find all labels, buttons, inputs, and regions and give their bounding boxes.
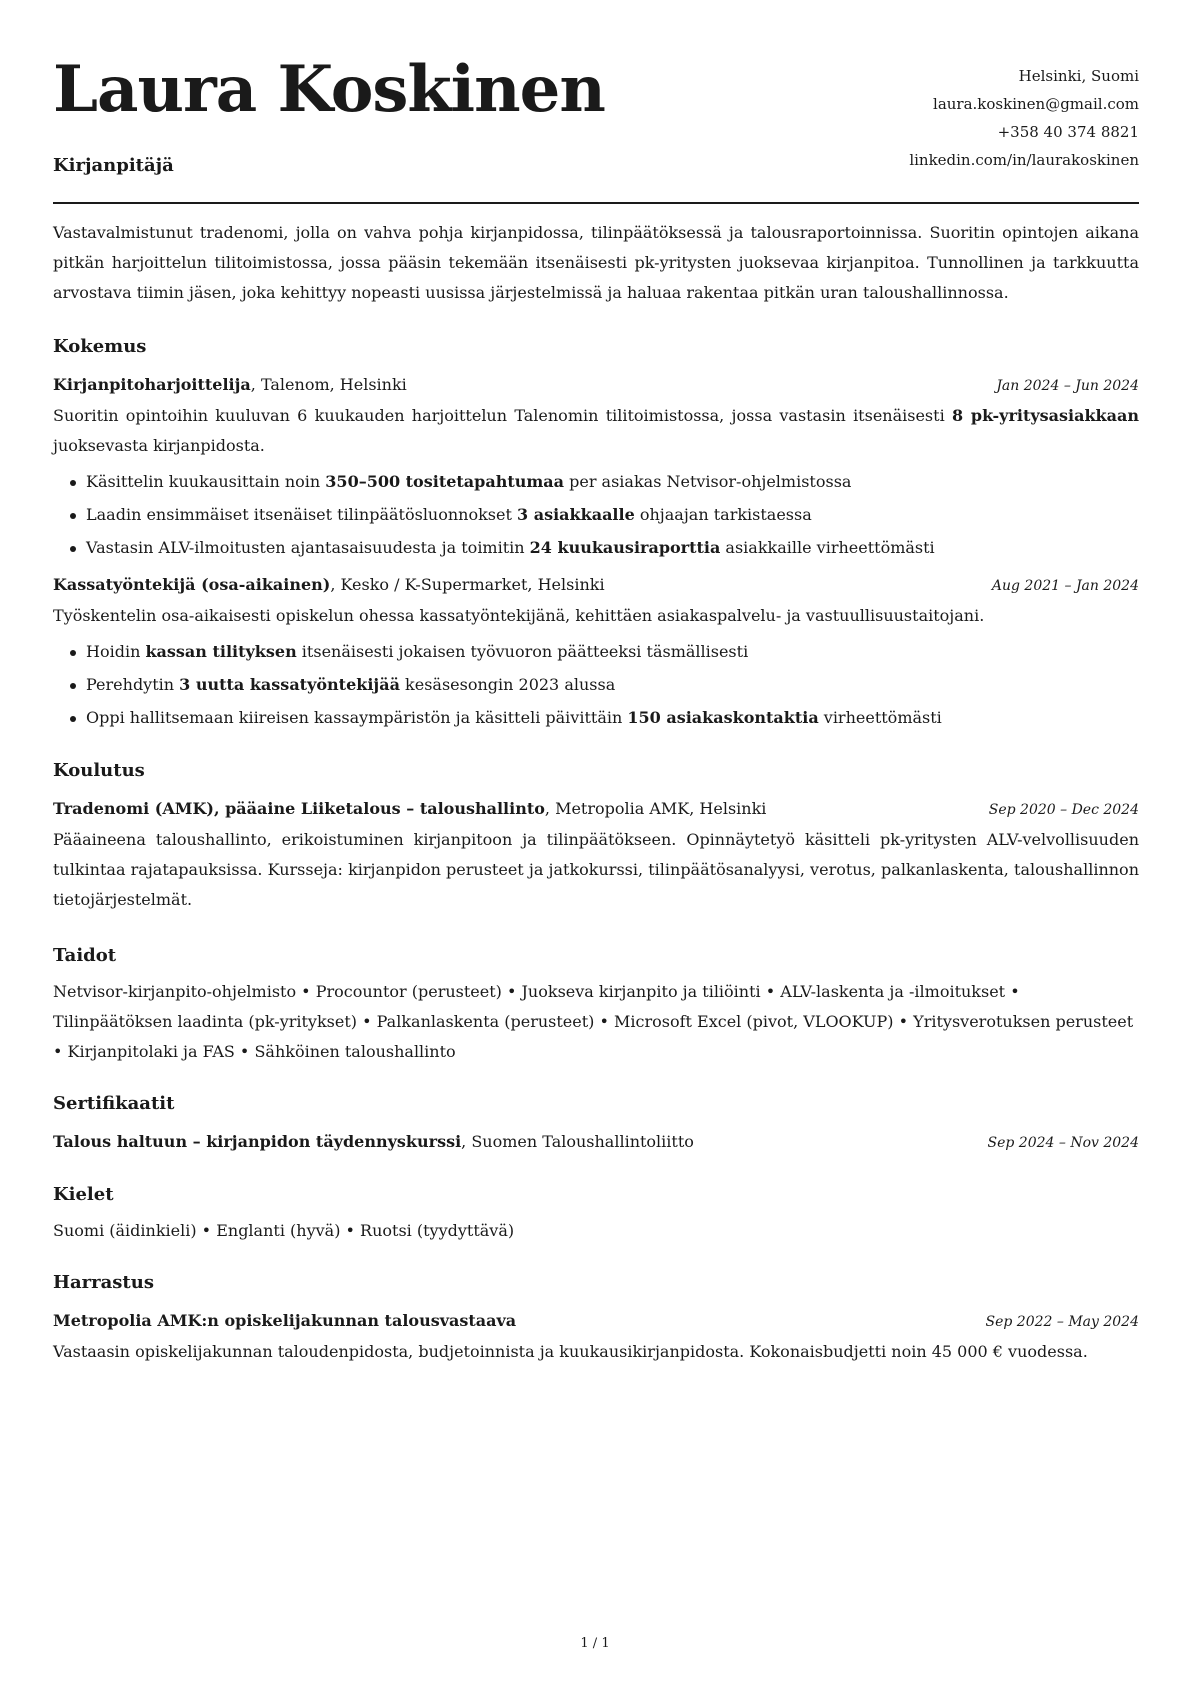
job-bullets	[53, 635, 1139, 734]
job-desc-text: Suoritin opintoihin kuuluvan 6 kuukauden harjoittelun Talenomin tilitoimistossa, jossa vastasin itsenäisesti	[53, 406, 952, 425]
job-org: , Kesko / K-Supermarket, Helsinki	[330, 575, 605, 594]
bullet-text: per asiakas Netvisor-ohjelmistossa	[564, 472, 852, 491]
skills-text: Netvisor-kirjanpito-ohjelmisto • Procountor (perusteet) • Juokseva kirjanpito ja tiliöinti • ALV-laskenta ja -ilmoitukset • Tilinpäätöksen laadinta (pk-yritykset) • Palkanlaskenta (perusteet) • Microsoft Excel (pivot, VLOOKUP) • Yritysverotuksen perusteet • Kirjanpitolaki ja FAS • Sähköinen taloushallinto	[53, 982, 1134, 1061]
bullet-highlight: 150 asiakaskontaktia	[627, 708, 819, 727]
header-divider	[53, 202, 1139, 204]
certificates-section	[53, 1089, 1139, 1158]
entry-header	[53, 370, 1139, 401]
certificate-title: Talous haltuun – kirjanpidon täydennyskurssi	[53, 1132, 462, 1151]
job-date: Jan 2024 – Jun 2024	[996, 378, 1139, 394]
certificate-date: Sep 2024 – Nov 2024	[987, 1135, 1139, 1151]
hobby-description: Vastaasin opiskelijakunnan taloudenpidosta, budjetoinnista ja kuukausikirjanpidosta. Kokonaisbudjetti noin 45 000 € vuodessa.	[53, 1342, 1088, 1361]
hobby-date: Sep 2022 – May 2024	[985, 1314, 1139, 1330]
entry-title-line	[53, 570, 605, 600]
candidate-name: Laura Koskinen	[53, 52, 605, 127]
section-heading-skills: Taidot	[53, 945, 117, 966]
section-heading-languages: Kielet	[53, 1184, 114, 1205]
bullet-text: Laadin ensimmäiset itsenäiset tilinpäätösluonnokset	[86, 505, 517, 524]
job-description: Työskentelin osa-aikaisesti opiskelun ohessa kassatyöntekijänä, kehittäen asiakaspalvelu- ja vastuullisuustaitojani.	[53, 606, 985, 625]
contact-phone: +358 40 374 8821	[997, 123, 1139, 141]
entry-header	[53, 1306, 1139, 1337]
contact-linkedin[interactable]: linkedin.com/in/laurakoskinen	[909, 151, 1139, 169]
education-section	[53, 756, 1139, 915]
contact-location: Helsinki, Suomi	[1018, 67, 1139, 85]
bullet-highlight: 350–500 tositetapahtumaa	[325, 472, 565, 491]
bullet-text: kesäsesongin 2023 alussa	[399, 675, 616, 694]
certificate-entry	[53, 1127, 1139, 1158]
candidate-role: Kirjanpitäjä	[53, 155, 174, 176]
resume-content	[53, 218, 1139, 1367]
bullet-highlight: 3 uutta kassatyöntekijää	[179, 675, 400, 694]
page-number: 1 / 1	[580, 1636, 610, 1651]
languages-section	[53, 1180, 1139, 1246]
job-title: Kirjanpitoharjoittelija	[53, 375, 251, 394]
bullet-text: asiakkaille virheettömästi	[720, 538, 935, 557]
experience-entry	[53, 570, 1139, 734]
entry-title-line	[53, 370, 407, 400]
hobby-title: Metropolia AMK:n opiskelijakunnan talousvastaava	[53, 1311, 517, 1330]
experience-entry	[53, 370, 1139, 564]
education-description: Pääaineena taloushallinto, erikoistuminen kirjanpitoon ja tilinpäätökseen. Opinnäytetyö käsitteli pk-yritysten ALV-velvollisuuden tulkintaa rajatapauksissa. Kursseja: kirjanpidon perusteet ja jatkokurssi, tilinpäätösanalyysi, verotus, palkanlaskenta, taloushallinnon tietojärjestelmät.	[53, 830, 1139, 909]
bullet-text: Perehdytin	[86, 675, 180, 694]
section-heading-education: Koulutus	[53, 760, 145, 781]
bullet-text: Vastasin ALV-ilmoitusten ajantasaisuudesta ja toimitin	[86, 538, 530, 557]
section-heading-certificates: Sertifikaatit	[53, 1093, 175, 1114]
bullet-item	[86, 531, 1139, 564]
bullet-item	[86, 668, 1139, 701]
education-entry	[53, 794, 1139, 915]
bullet-highlight: 24 kuukausiraporttia	[529, 538, 721, 557]
hobby-entry	[53, 1306, 1139, 1367]
school-org: , Metropolia AMK, Helsinki	[544, 799, 767, 818]
bullet-text: Hoidin	[86, 642, 146, 661]
job-title: Kassatyöntekijä (osa-aikainen)	[53, 575, 331, 594]
bullet-text: Oppi hallitsemaan kiireisen kassaympäristön ja käsitteli päivittäin	[86, 708, 628, 727]
entry-header	[53, 570, 1139, 601]
section-heading-experience: Kokemus	[53, 336, 147, 357]
job-org: , Talenom, Helsinki	[250, 375, 407, 394]
bullet-highlight: kassan tilityksen	[145, 642, 297, 661]
bullet-item	[86, 701, 1139, 734]
contact-block	[909, 62, 1139, 174]
bullet-text: ohjaajan tarkistaessa	[634, 505, 812, 524]
summary-text: Vastavalmistunut tradenomi, jolla on vahva pohja kirjanpidossa, tilinpäätöksessä ja talousraportoinnissa. Suoritin opintojen aikana pitkän harjoittelun tilitoimistossa, jossa pääsin tekemään itsenäisesti pk-yritysten juoksevaa kirjanpitoa. Tunnollinen ja tarkkuutta arvostava tiimin jäsen, joka kehittyy nopeasti uusissa järjestelmissä ja haluaa rakentaa pitkän uran taloushallinnossa.	[53, 223, 1139, 302]
job-description	[53, 401, 1139, 461]
education-date: Sep 2020 – Dec 2024	[988, 802, 1139, 818]
job-bullets	[53, 465, 1139, 564]
bullet-item	[86, 498, 1139, 531]
contact-email[interactable]: laura.koskinen@gmail.com	[933, 95, 1139, 113]
entry-title-line	[53, 1127, 694, 1157]
bullet-text: itsenäisesti jokaisen työvuoron päätteeksi täsmällisesti	[296, 642, 749, 661]
bullet-item	[86, 465, 1139, 498]
degree-title: Tradenomi (AMK), pääaine Liiketalous – taloushallinto	[53, 799, 545, 818]
entry-header	[53, 1127, 1139, 1158]
certificate-org: , Suomen Taloushallintoliitto	[461, 1132, 694, 1151]
bullet-item	[86, 635, 1139, 668]
bullet-text: Käsittelin kuukausittain noin	[86, 472, 326, 491]
job-desc-text: juoksevasta kirjanpidosta.	[53, 436, 265, 455]
job-desc-highlight: 8 pk-yritysasiakkaan	[951, 406, 1140, 425]
experience-section	[53, 332, 1139, 734]
skills-section	[53, 941, 1139, 1067]
entry-title-line	[53, 794, 766, 824]
hobby-section	[53, 1268, 1139, 1367]
entry-header	[53, 794, 1139, 825]
languages-text: Suomi (äidinkieli) • Englanti (hyvä) • Ruotsi (tyydyttävä)	[53, 1221, 515, 1240]
job-date: Aug 2021 – Jan 2024	[991, 578, 1139, 594]
bullet-highlight: 3 asiakkaalle	[517, 505, 635, 524]
bullet-text: virheettömästi	[818, 708, 942, 727]
section-heading-hobby: Harrastus	[53, 1272, 154, 1293]
